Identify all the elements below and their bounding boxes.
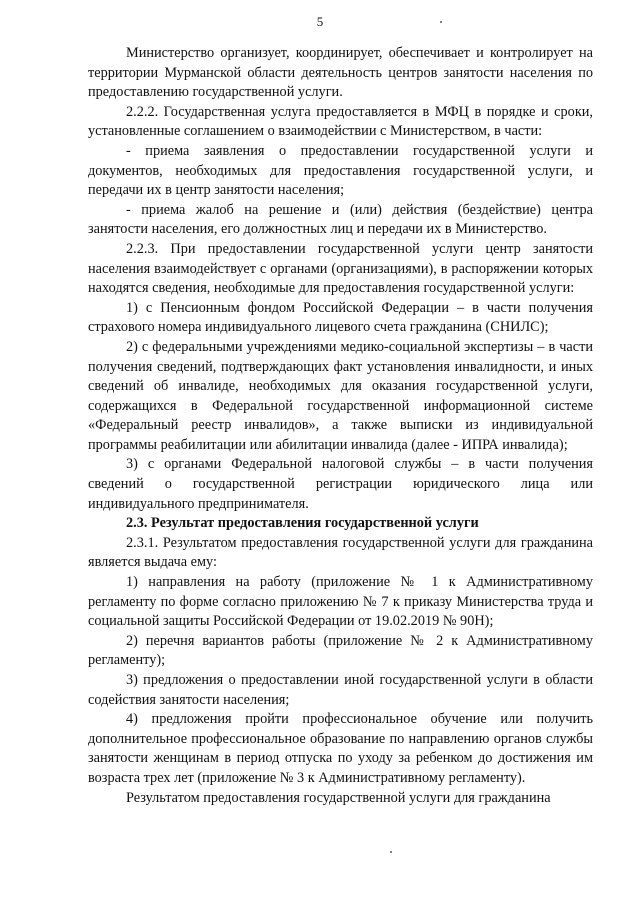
paragraph: 3) с органами Федеральной налоговой службы – в части получения сведений о государственной регистрации юридического лица или индивидуального предпринимателя. bbox=[88, 456, 593, 512]
paragraph: 2) с федеральными учреждениями медико-социальной экспертизы – в части получения сведений, подтверждающих факт установления инвалидности, и иных сведений об инвалиде, необходимых для оказания государственной услуги, содержащихся в Федеральной государственной информационной системе «Федеральный реестр инвалидов», а также выписки из индивидуальной программы реабилитации или абилитации инвалида (далее - ИПРА инвалида); bbox=[88, 338, 593, 453]
scan-speck bbox=[390, 851, 392, 853]
paragraph: 1) с Пенсионным фондом Российской Федерации – в части получения страхового номера индивидуального лицевого счета гражданина (СНИЛС); bbox=[88, 299, 593, 336]
paragraph: - приема жалоб на решение и (или) действия (бездействие) центра занятости населения, его должностных лиц и передачи их в Министерство. bbox=[88, 201, 593, 238]
paragraph: 4) предложения пройти профессиональное обучение или получить дополнительное профессиональное образование по направлению органов службы занятости женщинам в период отпуска по уходу за ребенком до достижения им возраста трех лет (приложение № 3 к Административному регламенту). bbox=[88, 711, 593, 786]
paragraph: 3) предложения о предоставлении иной государственной услуги в области содействия занятости населения; bbox=[88, 672, 593, 708]
paragraph: 2) перечня вариантов работы (приложение № 2 к Административному регламенту); bbox=[88, 632, 593, 669]
paragraph: 2.2.3. При предоставлении государственной услуги центр занятости населения взаимодействует с органами (организациями), в распоряжении которых находятся сведения, необходимые для предоставления государственной услуги: bbox=[88, 240, 593, 297]
document-body bbox=[88, 44, 593, 808]
paragraph: Результатом предоставления государственной услуги для гражданина bbox=[126, 789, 551, 806]
scan-speck bbox=[440, 21, 442, 23]
paragraph: 1) направления на работу (приложение № 1 к Административному регламенту по форме согласно приложению № 7 к приказу Министерства труда и социальной защиты Российской Федерации от 19.02.2019 № 90Н); bbox=[88, 574, 593, 630]
paragraph: 2.3.1. Результатом предоставления государственной услуги для гражданина является выдача ему: bbox=[88, 534, 593, 571]
page-number: 5 bbox=[316, 14, 324, 29]
paragraph: 2.2.2. Государственная услуга предоставляется в МФЦ в порядке и сроки, установленные соглашением о взаимодействии с Министерством, в части: bbox=[88, 103, 593, 140]
paragraph: - приема заявления о предоставлении государственной услуги и документов, необходимых для предоставления государственной услуги, и передачи их в центр занятости населения; bbox=[88, 142, 593, 199]
section-heading: 2.3. Результат предоставления государственной услуги bbox=[126, 515, 479, 532]
paragraph: Министерство организует, координирует, обеспечивает и контролирует на территории Мурманской области деятельность центров занятости населения по предоставлению государственной услуги. bbox=[88, 45, 593, 101]
